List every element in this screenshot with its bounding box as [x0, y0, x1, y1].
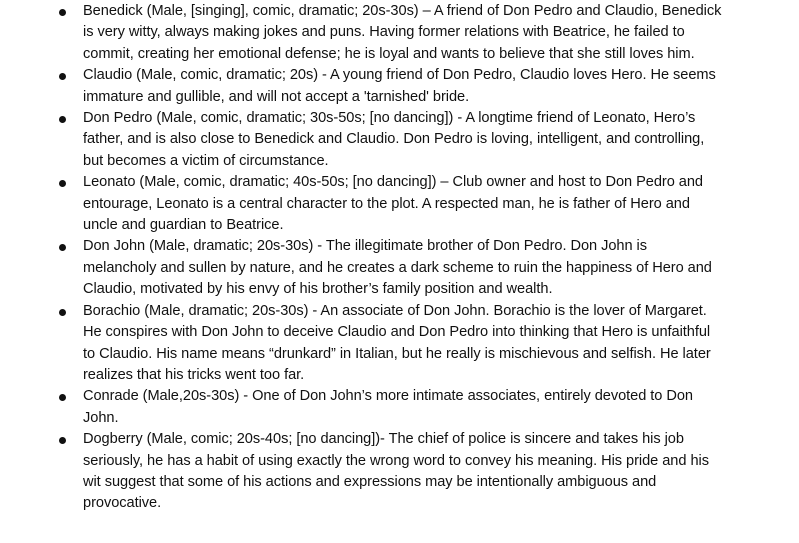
bullet-icon [59, 437, 66, 444]
character-description: Dogberry (Male, comic; 20s-40s; [no dancing])- The chief of police is sincere and takes his job seriously, he has a habit of using exactly the wrong word to convey his meaning. His pride and his wit suggest that some of his actions and expressions may be intentionally ambiguous and provocative. [83, 431, 709, 512]
list-item-conrade [83, 386, 723, 429]
bullet-icon [59, 116, 66, 123]
character-description: Borachio (Male, dramatic; 20s-30s) - An associate of Don John. Borachio is the lover of Margaret. He conspires with Don John to deceive Claudio and Don Pedro into thinking that Hero is unfaithful to Claudio. His name means “drunkard” in Italian, but he really is mischievous and selfish. He later realizes that his tricks went too far. [83, 302, 711, 383]
bullet-icon [59, 394, 66, 401]
bullet-icon [59, 244, 66, 251]
bullet-icon [59, 180, 66, 187]
list-item-leonato [83, 172, 723, 236]
character-description: Don Pedro (Male, comic, dramatic; 30s-50s; [no dancing]) - A longtime friend of Leonato, Hero’s father, and is also close to Benedick and Claudio. Don Pedro is loving, intelligent, and controlling, but becomes a victim of circumstance. [83, 110, 705, 169]
bullet-icon [59, 73, 66, 80]
character-description: Don John (Male, dramatic; 20s-30s) - The illegitimate brother of Don Pedro. Don John is melancholy and sullen by nature, and he creates a dark scheme to ruin the happiness of Hero and Claudio, motivated by his envy of his brother’s family position and wealth. [83, 238, 712, 298]
list-item-benedick [83, 1, 723, 65]
character-description: Benedick (Male, [singing], comic, dramatic; 20s-30s) – A friend of Don Pedro and Claudio, Benedick is very witty, always making jokes and puns. Having former relations with Beatrice, he failed to commit, creating her emotional defense; he is loyal and wants to believe that she still loves him. [83, 3, 722, 62]
list-item-dogberry [83, 429, 723, 515]
list-item-don-john [83, 236, 723, 300]
character-description: Claudio (Male, comic, dramatic; 20s) - A young friend of Don Pedro, Claudio loves Hero. He seems immature and gullible, and will not accept a 'tarnished' bride. [83, 67, 716, 105]
list-item-don-pedro [83, 108, 723, 172]
character-list [83, 1, 723, 515]
list-item-claudio [83, 65, 723, 108]
character-description: Leonato (Male, comic, dramatic; 40s-50s; [no dancing]) – Club owner and host to Don Pedro and entourage, Leonato is a central character to the plot. A respected man, he is father of Hero and uncle and guardian to Beatrice. [83, 174, 703, 234]
list-item-borachio [83, 301, 723, 387]
character-description: Conrade (Male,20s-30s) - One of Don John’s more intimate associates, entirely devoted to Don John. [83, 388, 693, 426]
bullet-icon [59, 9, 66, 16]
bullet-icon [59, 309, 66, 316]
